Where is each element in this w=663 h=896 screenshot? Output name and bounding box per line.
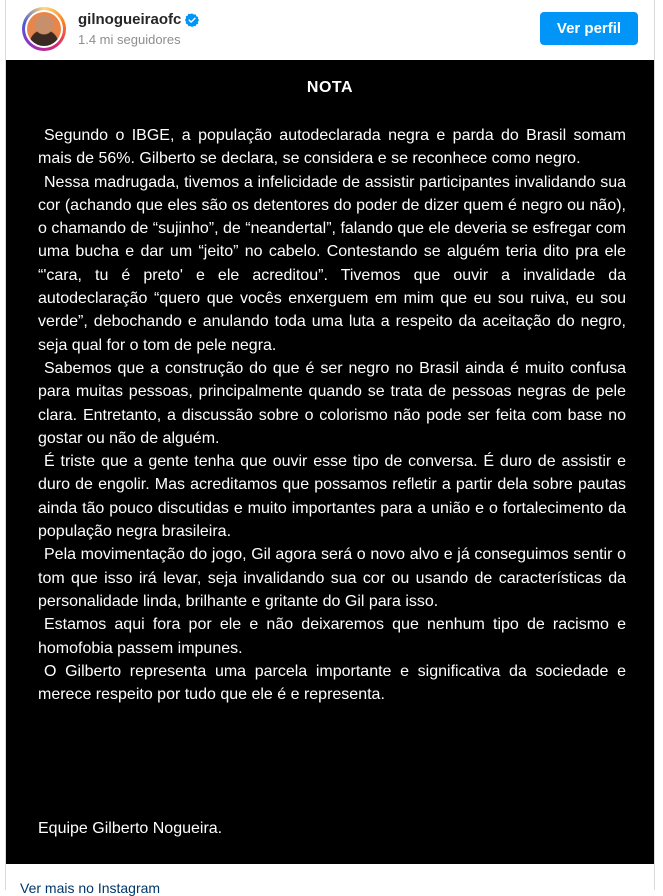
note-paragraph: Segundo o IBGE, a população autodeclarada negra e parda do Brasil somam mais de 56%. Gilberto se declara, se considera e se reconhece como negro.: [38, 127, 626, 168]
note-paragraph: O Gilberto representa uma parcela importante e significativa da sociedade e merece respeito por tudo que ele é e representa.: [38, 662, 626, 704]
note-body: [38, 124, 626, 706]
username-row[interactable]: [78, 11, 199, 28]
note-signature: Equipe Gilberto Nogueira.: [38, 820, 223, 837]
follower-count: 1.4 mi seguidores: [78, 32, 181, 47]
username[interactable]: gilnogueiraofc: [78, 11, 182, 28]
instagram-embed-card: [5, 0, 655, 896]
note-paragraph: Nessa madrugada, tivemos a infelicidade de assistir participantes invalidando sua cor (achando que eles são os detentores do poder de dizer quem é negro ou não), o chamando de “sujinho”, de “neandertal”, falando que ele deveria se esfregar com uma bucha e dar um “jeito” no cabelo. Contestando se alguém teria dito pra ele “'cara, tu é preto' e ele acreditou”. Tivemos que ouvir a invalidade da autodeclaração “quero que vocês enxerguem em mim que eu sou ruiva, eu sou verde”, debochando e anulando toda uma luta a respeito da aceitação do negro, seja qual for o tom de pele negra.: [38, 173, 626, 354]
avatar[interactable]: [22, 7, 66, 51]
note-paragraph: Pela movimentação do jogo, Gil agora será o novo alvo e já conseguimos sentir o tom que isso irá levar, seja invalidando sua cor ou usando de características da personalidade linda, brilhante e gritante do Gil para isso.: [38, 546, 626, 610]
note-title: NOTA: [306, 79, 354, 96]
profile-photo: [27, 12, 61, 46]
verified-badge-icon: [185, 13, 199, 27]
view-more-on-instagram-link[interactable]: Ver mais no Instagram: [20, 880, 161, 896]
note-paragraph: Sabemos que a construção do que é ser negro no Brasil ainda é muito confusa para muitas pessoas, principalmente quando se trata de pessoas negras de pele clara. Entretanto, a discussão sobre o colorismo não pode ser feita com base no gostar ou não de alguém.: [38, 359, 626, 447]
note-paragraph: É triste que a gente tenha que ouvir esse tipo de conversa. É duro de assistir e duro de engolir. Mas acreditamos que possamos refletir a partir dela sobre pautas ainda tão pouco discutidas e muito importantes para a união e o fortalecimento da população negra brasileira.: [38, 453, 626, 541]
post-image[interactable]: [6, 60, 654, 864]
note-paragraph: Estamos aqui fora por ele e não deixaremos que nenhum tipo de racismo e homofobia passem impunes.: [38, 616, 626, 657]
post-header: [6, 0, 654, 60]
view-profile-button[interactable]: Ver perfil: [540, 12, 638, 45]
